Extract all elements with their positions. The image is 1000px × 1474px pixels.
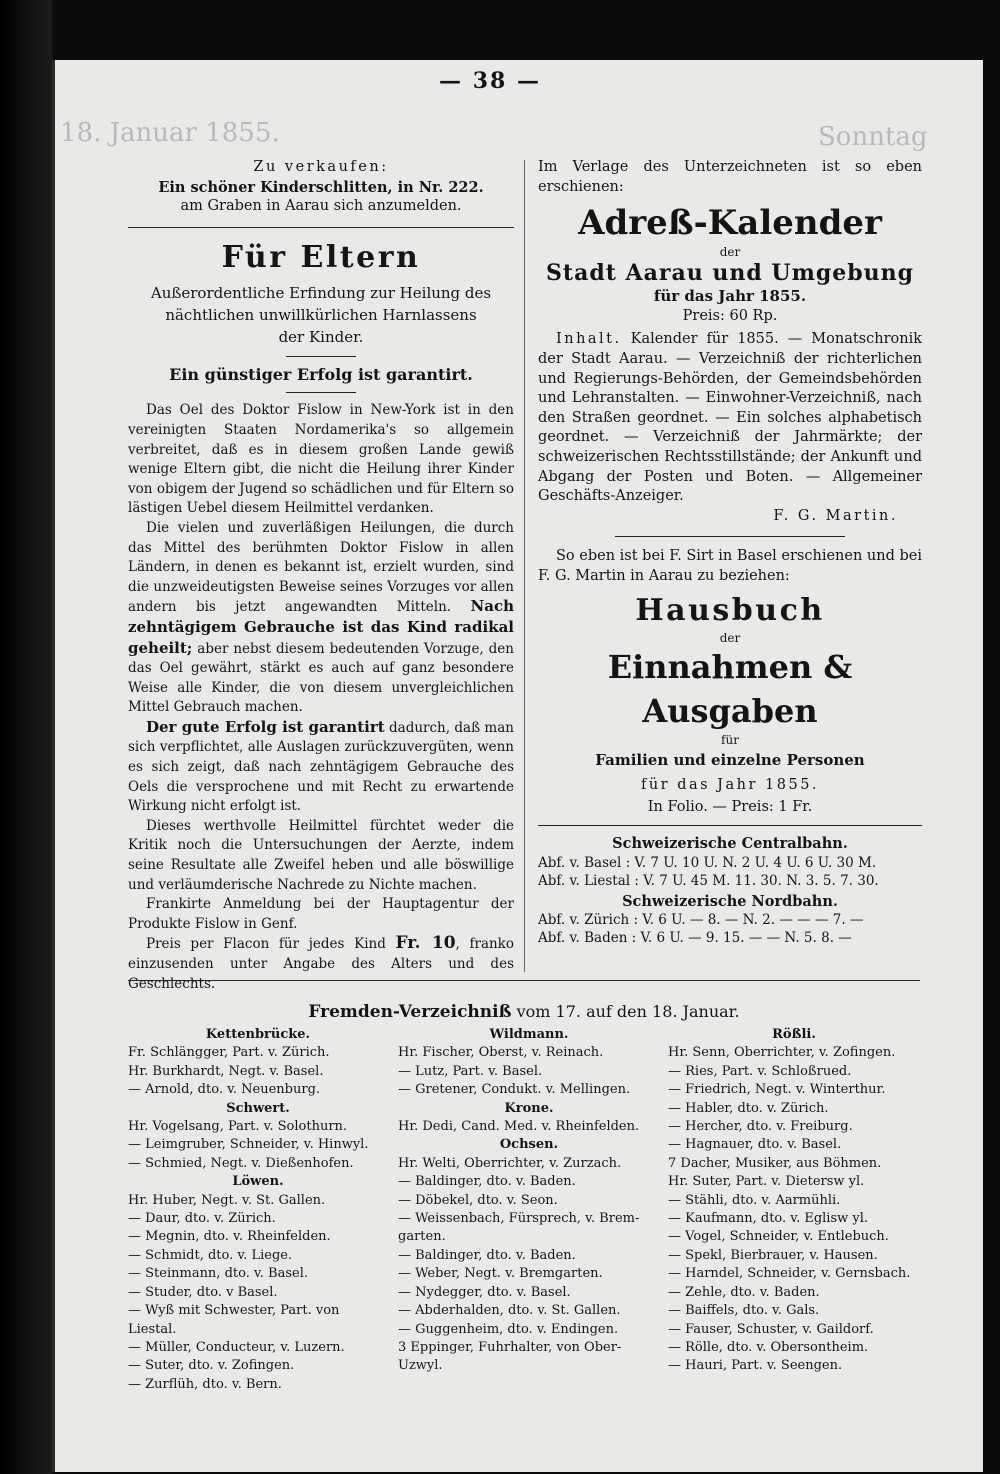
guest-entry: — Steinmann, dto. v. Basel. <box>128 1266 309 1282</box>
page-number: — 38 — <box>439 68 541 94</box>
scan-edge <box>0 0 52 1474</box>
guest-entry: — Kaufmann, dto. v. Eglisw yl. <box>668 1211 869 1227</box>
guest-entry: — Ries, Part. v. Schloßrued. <box>668 1063 852 1079</box>
guest-entry: 3 Eppinger, Fuhrhalter, von Ober- <box>398 1339 622 1355</box>
paragraph-6 <box>128 934 514 994</box>
paragraph-3-bold: Der gute Erfolg ist garantirt <box>146 717 385 736</box>
paragraph-6-text: Preis per Flacon für jedes Kind <box>146 936 386 953</box>
guest-entry: Hr. Dedi, Cand. Med. v. Rheinfelden. <box>398 1119 640 1135</box>
folio-price: In Folio. — Preis: 1 Fr. <box>647 798 813 815</box>
paragraph-5: Frankirte Anmeldung bei der Hauptagentur der Produkte Fislow in Genf. <box>128 896 514 932</box>
divider-short <box>286 392 356 393</box>
guest-entry: — Fauser, Schuster, v. Gaildorf. <box>668 1321 874 1337</box>
guest-entry: Fr. Schlängger, Part. v. Zürich. <box>128 1045 330 1061</box>
guest-entry: — Arnold, dto. v. Neuenburg. <box>128 1082 321 1098</box>
railway-1-schedule <box>538 854 922 890</box>
right-column <box>538 158 922 947</box>
price-highlight: Fr. 10 <box>395 933 456 954</box>
guest-entry: — Hagnauer, dto. v. Basel. <box>668 1137 842 1153</box>
contents-paragraph <box>538 330 922 506</box>
railway-2-schedule <box>538 911 922 947</box>
paragraph-6-tail: , franko einzusenden unter Angabe des Alters und des Geschlechts. <box>128 936 514 992</box>
sale-line-1: Ein schöner Kinderschlitten, in Nr. 222. <box>158 178 484 196</box>
paragraph-2-text: Die vielen und zuverläßigen Heilungen, die durch das Mittel des berühmten Doktor Fislow in allen Ländern, in denen es bekannt ist, erzielt wurden, sind die unzweideutigsten Beweise seines Vorzuges vor allen andern bis jetzt angewandten Mitteln. <box>128 519 514 616</box>
hotel-heading: Krone. <box>504 1100 554 1116</box>
schedule-row: Abf. v. Zürich : V. 6 U. — 8. — N. 2. — — — 7. — <box>538 912 864 929</box>
paragraph-3-text: dadurch, daß man sich verpflichtet, alle Auslagen zurückzuvergüten, wenn es sich zeigt, daß nach zehntägigem Gebrauche des Oels die versprochene und mit Recht zu erwartende Wirkung nicht erfolgt ist. <box>128 719 514 815</box>
guest-entry: — Döbekel, dto. v. Seon. <box>398 1192 558 1208</box>
hausbuch-intro: So eben ist bei F. Sirt in Basel erschienen und bei F. G. Martin in Aarau zu beziehen: <box>538 548 922 584</box>
hotel-heading: Kettenbrücke. <box>205 1027 311 1042</box>
address-calendar-title: Adreß-Kalender <box>578 203 882 244</box>
publisher-signature: F. G. Martin. <box>773 507 898 524</box>
railway-1-title: Schweizerische Centralbahn. <box>612 835 848 853</box>
guest-list-column-3 <box>668 1026 920 1376</box>
hotel-heading: Ochsen. <box>499 1137 559 1153</box>
guest-entry: Hr. Vogelsang, Part. v. Solothurn. <box>128 1119 348 1135</box>
hotel-heading: Rößli. <box>772 1027 816 1042</box>
paragraph-2-tail: aber nebst diesem bedeutenden Vorzuge, den das Oel gewährt, stärkt es auch auf ganz besondere Weise alle Kinder, die von diesem unvergleichlichen Mittel Gebrauch machen. <box>128 640 514 716</box>
guest-entry: Hr. Suter, Part. v. Dietersw yl. <box>668 1174 865 1190</box>
divider <box>128 227 514 228</box>
guest-entry: — Baiffels, dto. v. Gals. <box>668 1303 820 1319</box>
guest-entry: — Müller, Conducteur, v. Luzern. <box>128 1339 345 1355</box>
guest-entry: — Leimgruber, Schneider, v. Hinwyl. <box>128 1137 369 1153</box>
guest-entry: — Zehle, dto. v. Baden. <box>668 1284 820 1300</box>
ad-subtitle-2: nächtlichen unwillkürlichen Harnlassens <box>165 305 477 324</box>
guest-entry: — Spekl, Bierbrauer, v. Hausen. <box>668 1247 878 1263</box>
divider-short <box>286 356 356 357</box>
city-title: Stadt Aarau und Umgebung <box>546 260 914 287</box>
guest-list-column-2 <box>398 1026 660 1376</box>
guest-entry: — Gretener, Condukt. v. Mellingen. <box>398 1082 631 1098</box>
guest-entry: — Zurflüh, dto. v. Bern. <box>128 1376 282 1392</box>
paragraph-1: Das Oel des Doktor Fislow in New-York ist in den vereinigten Staaten Nordamerika's so allgemein verbreitet, daß es in diesem großen Lande gewiß wenige Eltern gibt, die nicht die Heilung ihrer Kinder von obigem der Jugend so schädlichen und für Eltern so lästigen Uebel diesem Heilmittel verdanken. <box>128 402 514 517</box>
guest-entry: — Schmied, Negt. v. Dießenhofen. <box>128 1155 354 1171</box>
ad-headline: Ein günstiger Erfolg ist garantirt. <box>169 364 473 384</box>
left-column <box>128 158 514 994</box>
ad-subtitle-3: der Kinder. <box>278 327 364 346</box>
guest-entry: — Friedrich, Negt. v. Winterthur. <box>668 1082 886 1098</box>
schedule-row: Abf. v. Liestal : V. 7 U. 45 M. 11. 30. N. 3. 5. 7. 30. <box>538 872 879 889</box>
guest-list-column-1 <box>128 1026 388 1394</box>
column-divider <box>524 160 525 972</box>
paragraph-3 <box>128 718 514 817</box>
ad-subtitle-1: Außerordentliche Erfindung zur Heilung des <box>150 283 492 302</box>
guest-entry: Uzwyl. <box>398 1358 443 1374</box>
guest-entry: — Schmidt, dto. v. Liege. <box>128 1247 293 1263</box>
income-expenses-title: Einnahmen & Ausgaben <box>607 647 853 730</box>
guest-entry: — Baldinger, dto. v. Baden. <box>398 1174 576 1190</box>
guest-entry: — Harndel, Schneider, v. Gernsbach. <box>668 1266 911 1282</box>
guest-entry: — Stähli, dto. v. Aarmühli. <box>668 1192 841 1208</box>
guest-entry: Hr. Welti, Oberrichter, v. Zurzach. <box>398 1155 622 1171</box>
guest-list-title-bold: Fremden-Verzeichniß <box>308 1002 512 1022</box>
fuer-label: für <box>721 732 739 747</box>
guest-entry: — Daur, dto. v. Zürich. <box>128 1211 276 1227</box>
guest-entry: — Baldinger, dto. v. Baden. <box>398 1247 576 1263</box>
guest-entry: — Suter, dto. v. Zofingen. <box>128 1358 295 1374</box>
families-line: Familien und einzelne Personen <box>595 750 865 769</box>
guest-entry: Liestal. <box>128 1321 177 1337</box>
year-line-2: für das Jahr 1855. <box>640 777 820 794</box>
divider <box>538 825 922 826</box>
contents-label: Inhalt. <box>556 331 622 348</box>
der-label: der <box>719 245 741 260</box>
guest-entry: Hr. Burkhardt, Negt. v. Basel. <box>128 1063 324 1079</box>
divider <box>128 980 920 981</box>
schedule-row: Abf. v. Baden : V. 6 U. — 9. 15. — — N. 5. 8. — <box>538 930 852 947</box>
guest-entry: Hr. Senn, Oberrichter, v. Zofingen. <box>668 1045 896 1061</box>
publisher-intro: Im Verlage des Unterzeichneten ist so eben erschienen: <box>538 159 922 195</box>
guest-entry: — Rölle, dto. v. Obersontheim. <box>668 1339 869 1355</box>
guest-entry: garten. <box>398 1229 446 1245</box>
guest-entry: — Wyß mit Schwester, Part. von <box>128 1303 340 1319</box>
der-label-2: der <box>719 630 741 645</box>
paragraph-2-bold: Nach zehntägigem Gebrauche ist das Kind radikal geheilt; <box>128 597 514 657</box>
year-line: für das Jahr 1855. <box>653 287 807 306</box>
guest-entry: — Hercher, dto. v. Freiburg. <box>668 1119 853 1135</box>
guest-entry: — Lutz, Part. v. Basel. <box>398 1063 543 1079</box>
railway-2-title: Schweizerische Nordbahn. <box>622 892 838 910</box>
paragraph-2 <box>128 519 514 718</box>
divider <box>615 536 845 537</box>
guest-entry: — Hauri, Part. v. Seengen. <box>668 1358 843 1374</box>
guest-entry: Hr. Huber, Negt. v. St. Gallen. <box>128 1192 326 1208</box>
hotel-heading: Löwen. <box>232 1174 284 1190</box>
sale-title: Zu verkaufen: <box>253 159 389 175</box>
guest-entry: — Abderhalden, dto. v. St. Gallen. <box>398 1303 621 1319</box>
guest-entry: — Studer, dto. v Basel. <box>128 1284 278 1300</box>
sale-line-2: am Graben in Aarau sich anzumelden. <box>180 198 462 215</box>
contents-text: Kalender für 1855. — Monatschronik der Stadt Aarau. — Verzeichniß der richterlichen und Regierungs-Behörden, der Gemeindsbehörden und Lehranstalten. — Einwohner-Verzeichniß, nach den Straßen geordnet. — Ein solches alphabetisch geordnet. — Verzeichniß der Jahrmärkte; der schweizerischen Rechtsstillstände; der Ankunft und Abgang der Posten und Boten. — Allgemeiner Geschäfts-Anzeiger. <box>538 331 923 505</box>
bleed-through-date: 18. Januar 1855. <box>60 118 280 148</box>
guest-entry: 7 Dacher, Musiker, aus Böhmen. <box>668 1155 882 1171</box>
guest-entry: — Nydegger, dto. v. Basel. <box>398 1284 571 1300</box>
guest-entry: Hr. Fischer, Oberst, v. Reinach. <box>398 1045 604 1061</box>
hausbuch-title: Hausbuch <box>635 592 825 628</box>
guest-entry: — Habler, dto. v. Zürich. <box>668 1100 829 1116</box>
schedule-row: Abf. v. Basel : V. 7 U. 10 U. N. 2 U. 4 U. 6 U. 30 M. <box>538 854 877 871</box>
calendar-price: Preis: 60 Rp. <box>682 307 778 324</box>
paragraph-4: Dieses werthvolle Heilmittel fürchtet weder die Kritik noch die Untersuchungen der Aerzte, indem seine Resultate alle Zweifel heben und alle böswillige und verläumderische Nachrede zu Nichte machen. <box>128 817 514 893</box>
guest-list-title <box>128 1002 920 1022</box>
guest-entry: — Vogel, Schneider, v. Entlebuch. <box>668 1229 889 1245</box>
guest-list-title-rest: vom 17. auf den 18. Januar. <box>511 1002 740 1021</box>
guest-entry: — Megnin, dto. v. Rheinfelden. <box>128 1229 331 1245</box>
bleed-through-day: Sonntag <box>818 122 928 152</box>
guest-entry: — Weissenbach, Fürsprech, v. Brem- <box>398 1211 640 1227</box>
guest-entry: — Weber, Negt. v. Bremgarten. <box>398 1266 603 1282</box>
hotel-heading: Schwert. <box>226 1100 290 1116</box>
ad-title: Für Eltern <box>221 239 421 275</box>
guest-entry: — Guggenheim, dto. v. Endingen. <box>398 1321 619 1337</box>
hotel-heading: Wildmann. <box>489 1027 569 1042</box>
